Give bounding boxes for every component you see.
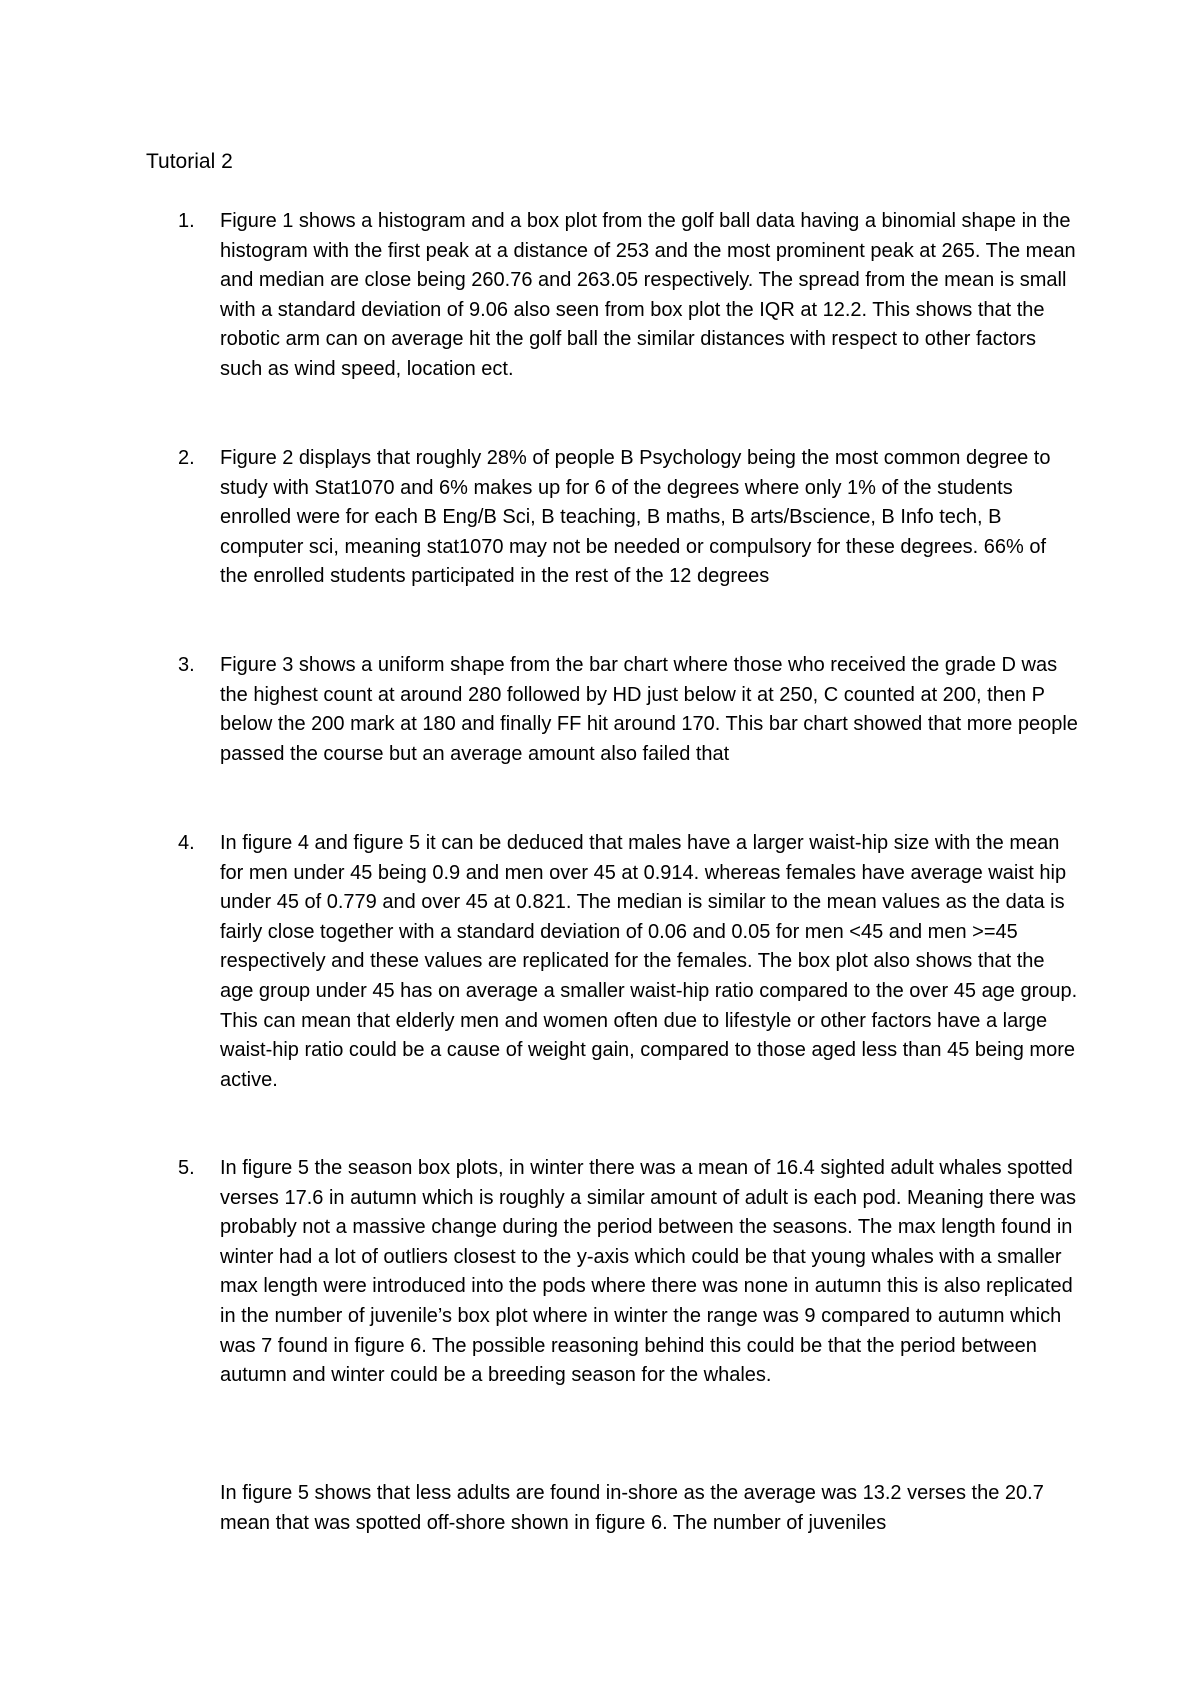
continuation-paragraph: In figure 5 shows that less adults are found in-shore as the average was 13.2 verses the 20.7 mean that was spotted off-shore shown in figure 6. The number of juveniles	[220, 1482, 1044, 1534]
list-item	[178, 651, 1078, 769]
list-item-number: 5.	[178, 1157, 195, 1179]
list-item-text: In figure 5 the season box plots, in winter there was a mean of 16.4 sighted adult whales spotted verses 17.6 in autumn which is roughly a similar amount of adult is each pod. Meaning there was probably not a massive change during the period between the seasons. The max length found in winter had a lot of outliers closest to the y-axis which could be that young whales with a smaller max length were introduced into the pods where there was none in autumn this is also replicated in the number of juvenile’s box plot where in winter the range was 9 compared to autumn which was 7 found in figure 6. The possible reasoning behind this could be that the period between autumn and winter could be a breeding season for the whales.	[220, 1157, 1077, 1387]
list-item	[178, 1154, 1078, 1391]
list-item-text: In figure 4 and figure 5 it can be deduced that males have a larger waist-hip size with the mean for men under 45 being 0.9 and men over 45 at 0.914. whereas females have average waist hip under 45 of 0.779 and over 45 at 0.821. The median is similar to the mean values as the data is fairly close together with a standard deviation of 0.06 and 0.05 for men <45 and men >=45 respectively and these values are replicated for the females. The box plot also shows that the age group under 45 has on average a smaller waist-hip ratio compared to the over 45 age group. This can mean that elderly men and women often due to lifestyle or other factors have a large waist-hip ratio could be a cause of weight gain, compared to those aged less than 45 being more active.	[220, 832, 1078, 1091]
list-item	[178, 207, 1078, 385]
list-item	[178, 444, 1078, 592]
list-item-text: Figure 2 displays that roughly 28% of people B Psychology being the most common degree to study with Stat1070 and 6% makes up for 6 of the degrees where only 1% of the students enrolled were for each B Eng/B Sci, B teaching, B maths, B arts/Bscience, B Info tech, B computer sci, meaning stat1070 may not be needed or compulsory for these degrees. 66% of the enrolled students participated in the rest of the 12 degrees	[220, 447, 1051, 588]
list-item-text: Figure 3 shows a uniform shape from the bar chart where those who received the grade D was the highest count at around 280 followed by HD just below it at 250, C counted at 200, then P below the 200 mark at 180 and finally FF hit around 170. This bar chart showed that more people passed the course but an average amount also failed that	[220, 654, 1078, 765]
list-item-number: 1.	[178, 210, 195, 232]
list-item-number: 4.	[178, 832, 195, 854]
list-item	[178, 829, 1078, 1095]
list-item-number: 3.	[178, 654, 195, 676]
list-item-number: 2.	[178, 447, 195, 469]
list-item-text: Figure 1 shows a histogram and a box plot from the golf ball data having a binomial shape in the histogram with the first peak at a distance of 253 and the most prominent peak at 265. The mean and median are close being 260.76 and 263.05 respectively. The spread from the mean is small with a standard deviation of 9.06 also seen from box plot the IQR at 12.2. This shows that the robotic arm can on average hit the golf ball the similar distances with respect to other factors such as wind speed, location ect.	[220, 210, 1076, 380]
document-title: Tutorial 2	[146, 150, 233, 173]
